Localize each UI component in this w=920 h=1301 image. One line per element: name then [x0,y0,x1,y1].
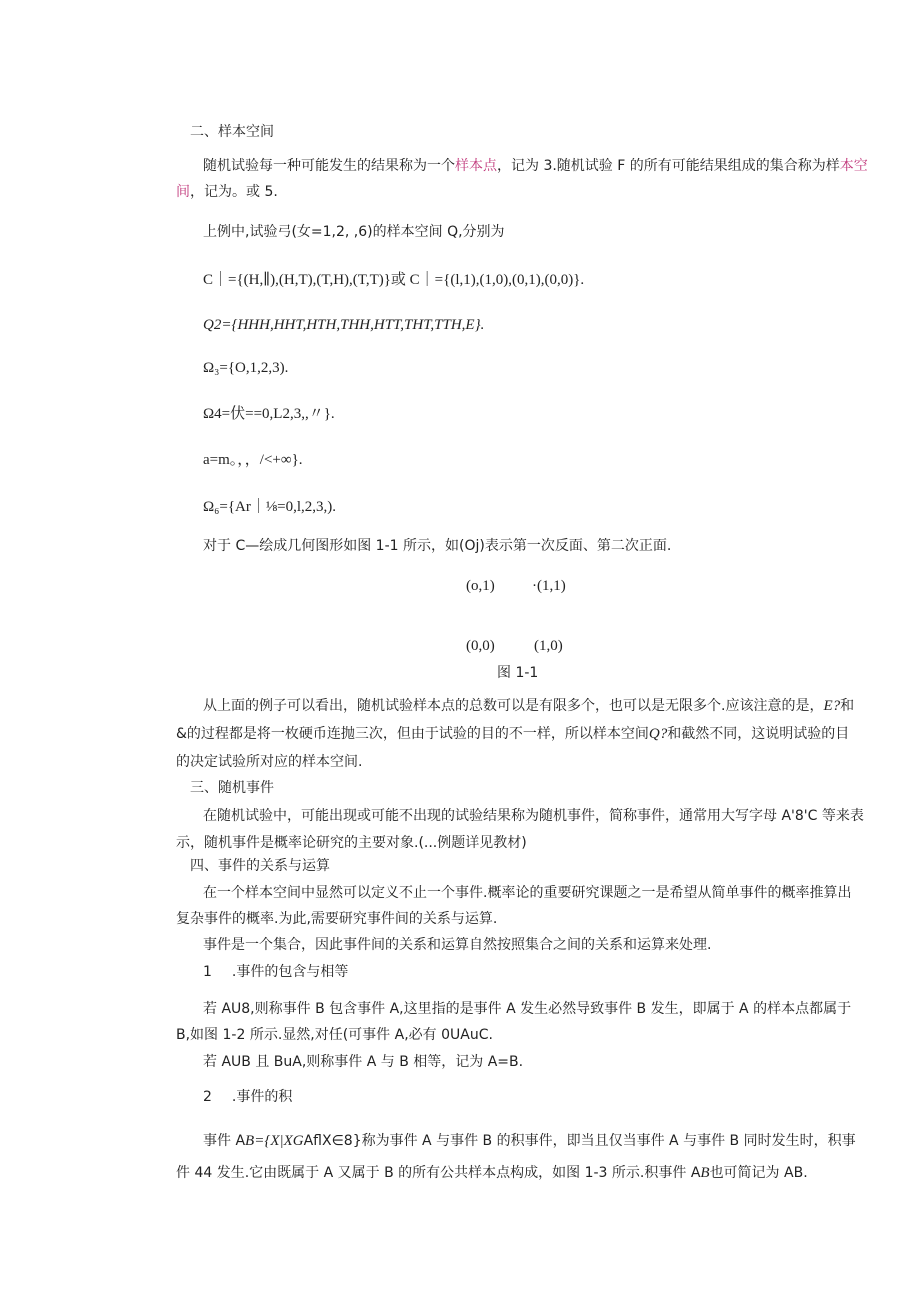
paragraph-relations-line2: 复杂事件的概率.为此,需要研究事件间的关系与运算. [176,911,498,927]
text: 随机试验每一种可能发生的结果称为一个 [203,158,455,174]
point-1-0-label: (1,0) [534,638,563,654]
term-sample-space-part2: 间 [176,184,190,200]
paragraph-finite-infinite-line2 [176,725,849,743]
point-0-1-label: (o,1) [466,578,495,594]
paragraph-sample-point-line2 [176,183,278,201]
symbol-q2: Q? [648,726,668,742]
omega5-line: a=m。，，/<+∞}. [203,452,303,468]
subheading-title: .事件的积 [231,1089,293,1105]
text: 也可简记为 AB. [709,1165,808,1181]
subheading-title: .事件的包含与相等 [231,964,349,980]
paragraph-sample-point-line1 [203,157,868,175]
omega3-line: Ω₃={O,1,2,3). [203,360,289,376]
paragraph-finite-infinite-line3: 的决定试验所对应的样本空间. [176,754,363,770]
section-heading-random-event: 三、随机事件 [190,780,274,796]
paragraph-product-line1 [203,1132,856,1150]
set-notation: B={X|XG [245,1133,304,1149]
paragraph-event-as-set: 事件是一个集合，因此事件间的关系和运算自然按照集合之间的关系和运算来处理. [203,937,712,953]
subheading-product [203,1088,292,1106]
subheading-inclusion-equality [203,963,348,981]
text: &的过程都是将一枚硬币连抛三次，但由于试验的目的不一样，所以样本空间 [176,726,649,742]
point-0-0-label: (0,0) [466,638,495,654]
paragraph-inclusion-line2: B,如图 1-2 所示.显然,对任(可事件 A,必有 0UAuC. [176,1027,493,1043]
paragraph-equality: 若 AUB 且 BuA,则称事件 A 与 B 相等，记为 A=B. [203,1054,524,1070]
paragraph-inclusion-line1: 若 AU8,则称事件 B 包含事件 A,这里指的是事件 A 发生必然导致事件 B 发生，即属于 A 的样本点都属于 [203,1001,852,1017]
text: ，记为 3.随机试验 F 的所有可能结果组成的集合称为样 [497,158,840,174]
text: 和截然不同，这说明试验的目 [667,726,850,742]
paragraph-random-event-line1: 在随机试验中，可能出现或可能不出现的试验结果称为随机事件，简称事件，通常用大写字母 A'8'C 等来表 [203,808,864,824]
paragraph-finite-infinite-line1 [203,697,854,715]
subheading-number: 1 [203,964,212,980]
text: 件 44 发生.它由既属于 A 又属于 B 的所有公共样本点构成，如图 1-3 所示.积事件 A [176,1165,701,1181]
term-sample-point: 样本点 [455,158,497,174]
omega1-line: C｜={(H,∥),(H,T),(T,H),(T,T)}或 C｜={(l,1),(1,0),(0,1),(0,0)}. [203,272,585,288]
text: ，记为。或 5. [190,184,278,200]
term-sample-space-part1: 本空 [839,158,868,174]
omega4-line: Ω4=伏==0,L2,3,,〃}. [203,406,335,422]
example-intro: 上例中,试验弓(女=1,2, ,6)的样本空间 Q,分别为 [203,224,505,240]
omega2-line: Q2={HHH,HHT,HTH,THH,HTT,THT,TTH,E}. [203,317,485,333]
figure-caption: 图 1-1 [497,665,539,681]
figure-intro: 对于 C—绘成几何图形如图 1-1 所示，如(Oj)表示第一次反面、第二次正面. [203,538,672,554]
text: AflX∈8}称为事件 A 与事件 B 的积事件，即当且仅当事件 A 与事件 B 同时发生时，积事 [303,1133,856,1149]
point-1-1-label: ·(1,1) [532,578,566,594]
omega6-line: Ω₆={Ar｜⅛=0,l,2,3,). [203,499,336,515]
paragraph-relations-line1: 在一个样本空间中显然可以定义不止一个事件.概率论的重要研究课题之一是希望从简单事件的概率推算出 [203,885,852,901]
symbol-b: B [700,1165,710,1181]
text: 和 [840,698,855,714]
symbol-e2: E? [823,698,841,714]
text: 事件 A [203,1133,246,1149]
paragraph-random-event-line2: 示，随机事件是概率论研究的主要对象.(...例题详见教材) [176,835,527,851]
text: 从上面的例子可以看出，随机试验样本点的总数可以是有限多个，也可以是无限多个.应该注意的是， [203,698,824,714]
section-heading-sample-space: 二、样本空间 [190,124,274,140]
subheading-number: 2 [203,1089,212,1105]
paragraph-product-line2 [176,1164,808,1182]
section-heading-event-relations: 四、事件的关系与运算 [190,858,330,874]
